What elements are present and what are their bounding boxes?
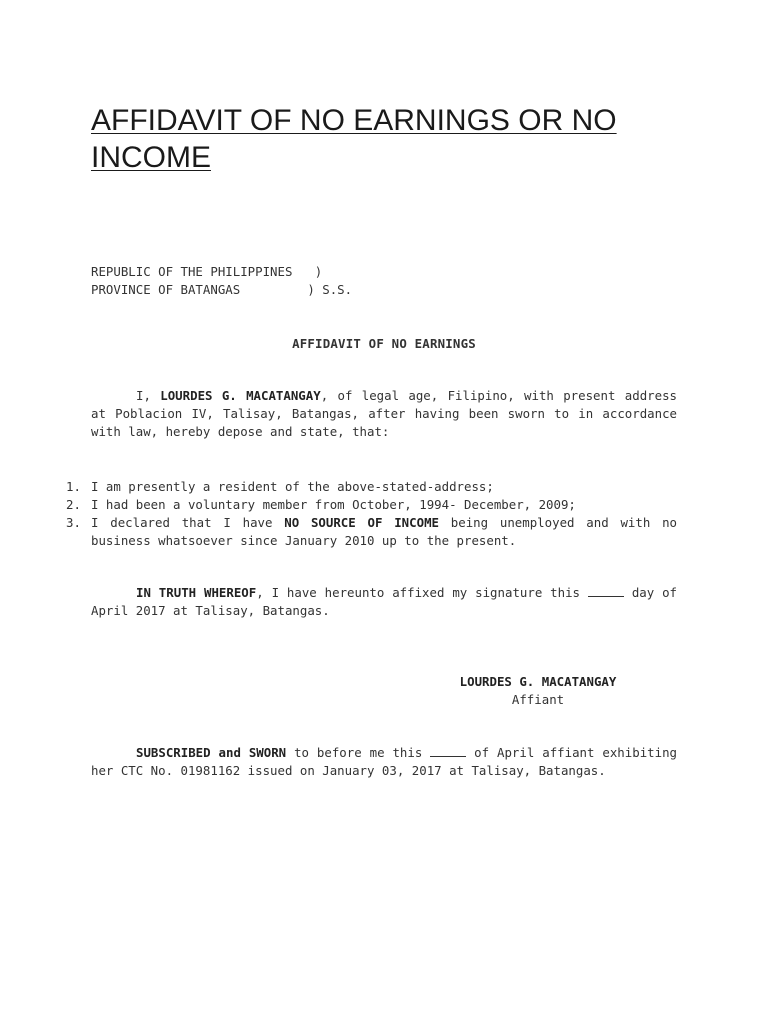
subscribed-text-rest: of April affiant exhibiting her CTC No. 01981162 issued on January 03, 2017 at Talisay, Batangas. (91, 745, 677, 778)
list-item-number: 1. (66, 479, 81, 494)
document-title-text: AFFIDAVIT OF NO EARNINGS OR NO INCOME (91, 104, 617, 174)
affiant-name-inline: LOURDES G. MACATANGAY (160, 388, 321, 403)
affidavit-heading: AFFIDAVIT OF NO EARNINGS (292, 336, 476, 351)
document-title (91, 102, 651, 176)
list-item-text-after: being unemployed and with no business whatsoever since January 2010 up to the present. (91, 515, 677, 548)
list-item-text (91, 514, 677, 550)
list-item (66, 514, 677, 550)
in-truth-whereof: IN TRUTH WHEREOF (136, 585, 257, 600)
venue-line-province: PROVINCE OF BATANGAS ) S.S. (91, 282, 353, 297)
list-item-text: I had been a voluntary member from October, 1994- December, 2009; (91, 497, 576, 512)
list-item (66, 496, 677, 514)
truth-text-date: day of April 2017 at Talisay, Batangas. (91, 585, 678, 618)
intro-prefix: I, (136, 388, 161, 403)
list-item-text: I am presently a resident of the above-stated-address; (91, 479, 494, 494)
signature-name: LOURDES G. MACATANGAY (459, 674, 617, 689)
intro-text: , of legal age, Filipino, with present address at Poblacion IV, Talisay, Batangas, after having been sworn to in accordance with law, hereby depose and state, that: (91, 388, 677, 439)
signature-role: Affiant (511, 692, 565, 707)
subscribed-and-sworn: SUBSCRIBED and SWORN (136, 745, 287, 760)
intro-paragraph (91, 387, 677, 441)
signature-block (380, 673, 696, 709)
truth-text: , I have hereunto affixed my signature this (256, 585, 581, 600)
day-blank-line (430, 744, 466, 757)
day-blank-line (588, 584, 624, 597)
subscribed-text: to before me this (286, 745, 431, 760)
venue-line-republic: REPUBLIC OF THE PHILIPPINES ) (91, 264, 323, 279)
subscribed-paragraph (91, 744, 677, 780)
statement-list (66, 478, 677, 550)
list-item-text-before: I declared that I have (91, 515, 285, 530)
list-item-number: 2. (66, 497, 81, 512)
list-item (66, 478, 677, 496)
truth-paragraph (91, 584, 677, 620)
venue-caption (91, 263, 352, 299)
no-source-of-income-emphasis: NO SOURCE OF INCOME (284, 515, 439, 530)
list-item-number: 3. (66, 515, 81, 530)
